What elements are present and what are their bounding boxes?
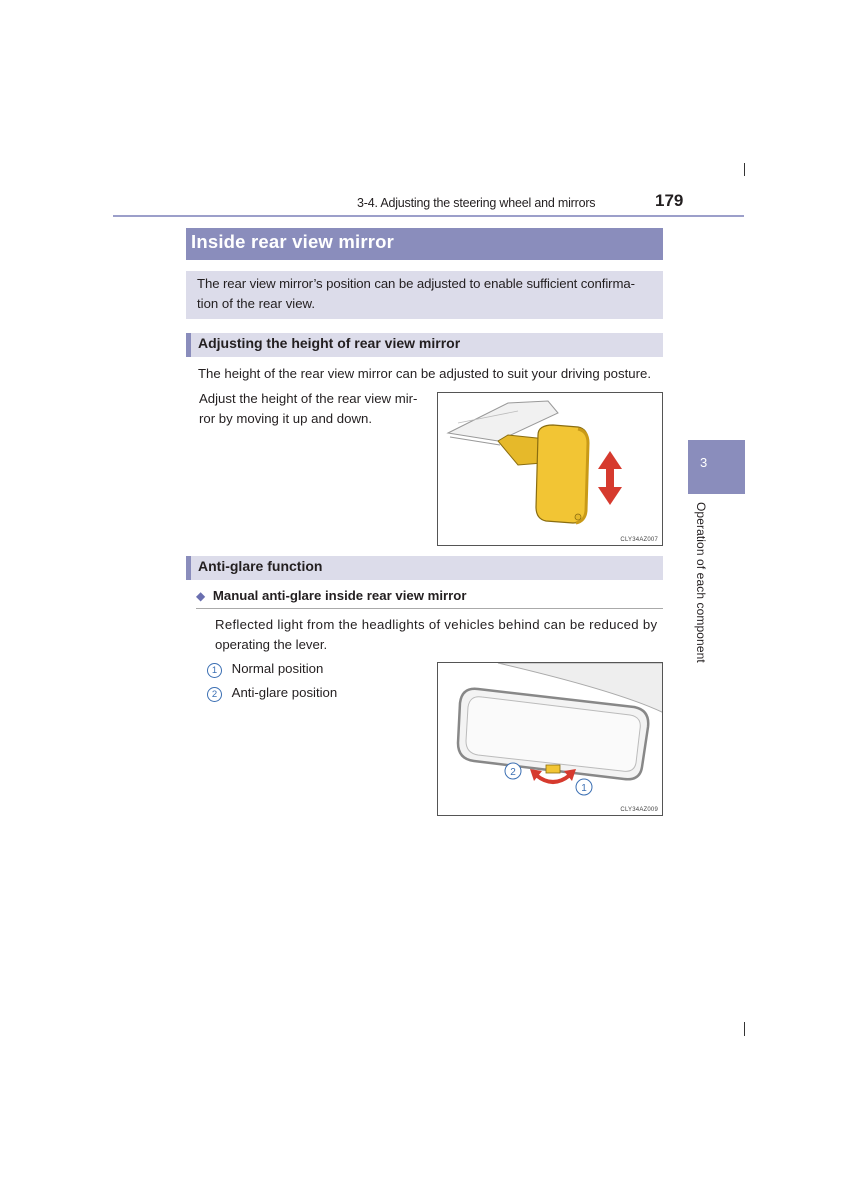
- up-down-arrow-icon: [598, 451, 622, 505]
- antiglare-illustration: [438, 663, 663, 816]
- figure-code: CLY34AZ007: [620, 537, 658, 543]
- intro-line-2: tion of the rear view.: [197, 296, 316, 311]
- callout-2-icon: 2: [207, 687, 222, 702]
- item-label-antiglare: Anti-glare position: [231, 685, 338, 700]
- chapter-number: 3: [700, 455, 708, 470]
- subheading-underline: [196, 608, 663, 609]
- antiglare-text-line-2: operating the lever.: [215, 637, 328, 652]
- subheading-height: Adjusting the height of rear view mirror: [198, 335, 461, 351]
- item-label-normal: Normal position: [231, 661, 324, 676]
- mirror-height-illustration: [438, 393, 663, 546]
- figure-mirror-height: [437, 392, 663, 546]
- callout-1-text: 1: [581, 783, 587, 794]
- height-text-1: The height of the rear view mirror can be adjusted to suit your driving posture.: [198, 366, 651, 381]
- diamond-bullet-icon: ◆: [196, 589, 206, 603]
- intro-line-1: The rear view mirror’s position can be adjusted to enable sufficient confirma-: [197, 276, 635, 291]
- callout-2-marker: [505, 763, 521, 779]
- page-number: 179: [655, 191, 684, 210]
- page-title: Inside rear view mirror: [191, 231, 395, 252]
- figure-code: CLY34AZ009: [620, 807, 658, 813]
- callout-1-marker: [576, 779, 592, 795]
- callout-2-text: 2: [510, 767, 516, 778]
- height-text-2-line-1: Adjust the height of the rear view mir-: [199, 391, 418, 406]
- antiglare-item-1: [207, 659, 323, 679]
- chapter-title: Operation of each component: [694, 502, 708, 663]
- crop-mark-bottom: [744, 1022, 745, 1036]
- antiglare-text-line-1: Reflected light from the headlights of vehicles behind can be reduced by: [215, 617, 658, 632]
- figure-antiglare: [437, 662, 663, 816]
- height-text-2-line-2: ror by moving it up and down.: [199, 411, 372, 426]
- running-header: 3-4. Adjusting the steering wheel and mirrors: [357, 196, 596, 210]
- chapter-tab: [688, 440, 745, 494]
- intro-text: [197, 274, 657, 314]
- subheading-antiglare: Anti-glare function: [198, 558, 323, 574]
- height-text-2: [199, 389, 429, 429]
- antiglare-subheading-row: [196, 588, 466, 603]
- callout-1-icon: 1: [207, 663, 222, 678]
- antiglare-item-2: [207, 683, 337, 703]
- antiglare-text: [215, 615, 661, 655]
- crop-mark-top: [744, 163, 745, 176]
- header-rule: [113, 215, 744, 217]
- antiglare-subheading: Manual anti-glare inside rear view mirror: [212, 588, 467, 603]
